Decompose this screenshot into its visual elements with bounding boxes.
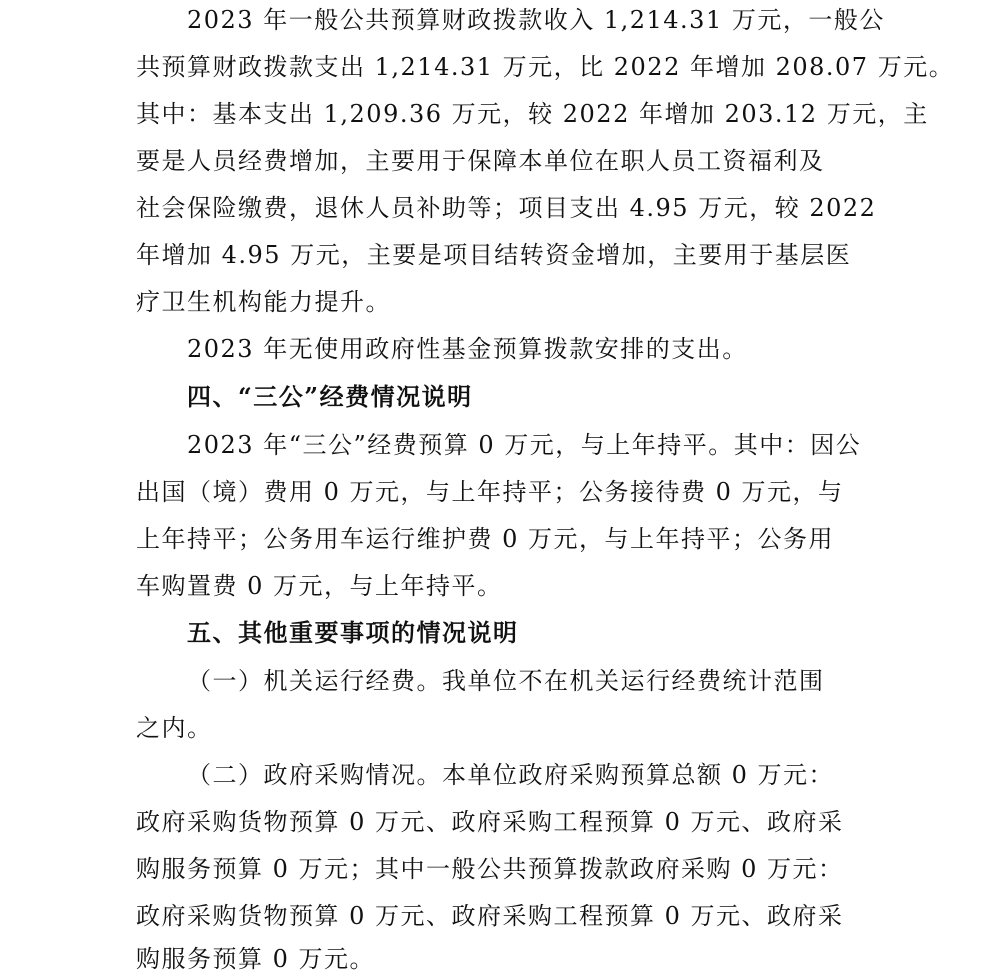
paragraph-5-line-4: 政府采购货物预算 0 万元、政府采购工程预算 0 万元、政府采 bbox=[136, 902, 844, 930]
paragraph-4-line-2: 之内。 bbox=[136, 714, 213, 742]
paragraph-3-line-4: 车购置费 0 万元，与上年持平。 bbox=[136, 572, 503, 600]
section-heading-5: 五、其他重要事项的情况说明 bbox=[187, 618, 519, 647]
paragraph-1-line-7: 疗卫生机构能力提升。 bbox=[136, 288, 391, 316]
paragraph-3-line-1: 2023 年“三公”经费预算 0 万元，与上年持平。其中：因公 bbox=[187, 431, 862, 459]
paragraph-1-line-5: 社会保险缴费，退休人员补助等；项目支出 4.95 万元，较 2022 bbox=[136, 194, 877, 222]
paragraph-5-line-3: 购服务预算 0 万元；其中一般公共预算拨款政府采购 0 万元： bbox=[136, 855, 844, 883]
paragraph-1-line-3: 其中：基本支出 1,209.36 万元，较 2022 年增加 203.12 万元，主 bbox=[136, 100, 929, 128]
paragraph-3-line-3: 上年持平；公务用车运行维护费 0 万元，与上年持平；公务用 bbox=[136, 525, 835, 553]
section-heading-4: 四、“三公”经费情况说明 bbox=[187, 382, 473, 411]
paragraph-1-line-4: 要是人员经费增加，主要用于保障本单位在职人员工资福利及 bbox=[136, 147, 825, 175]
paragraph-5-line-1: （二）政府采购情况。本单位政府采购预算总额 0 万元： bbox=[187, 761, 835, 789]
paragraph-1-line-1: 2023 年一般公共预算财政拨款收入 1,214.31 万元，一般公 bbox=[187, 6, 885, 34]
paragraph-3-line-2: 出国（境）费用 0 万元，与上年持平；公务接待费 0 万元，与 bbox=[136, 478, 844, 506]
paragraph-5-line-5: 购服务预算 0 万元。 bbox=[136, 945, 376, 973]
paragraph-4-line-1: （一）机关运行经费。我单位不在机关运行经费统计范围 bbox=[187, 667, 825, 695]
paragraph-5-line-2: 政府采购货物预算 0 万元、政府采购工程预算 0 万元、政府采 bbox=[136, 808, 844, 836]
paragraph-1-line-6: 年增加 4.95 万元，主要是项目结转资金增加，主要用于基层医 bbox=[136, 241, 852, 269]
paragraph-1-line-2: 共预算财政拨款支出 1,214.31 万元，比 2022 年增加 208.07 万元。 bbox=[136, 53, 955, 81]
paragraph-2-line-1: 2023 年无使用政府性基金预算拨款安排的支出。 bbox=[187, 335, 748, 363]
